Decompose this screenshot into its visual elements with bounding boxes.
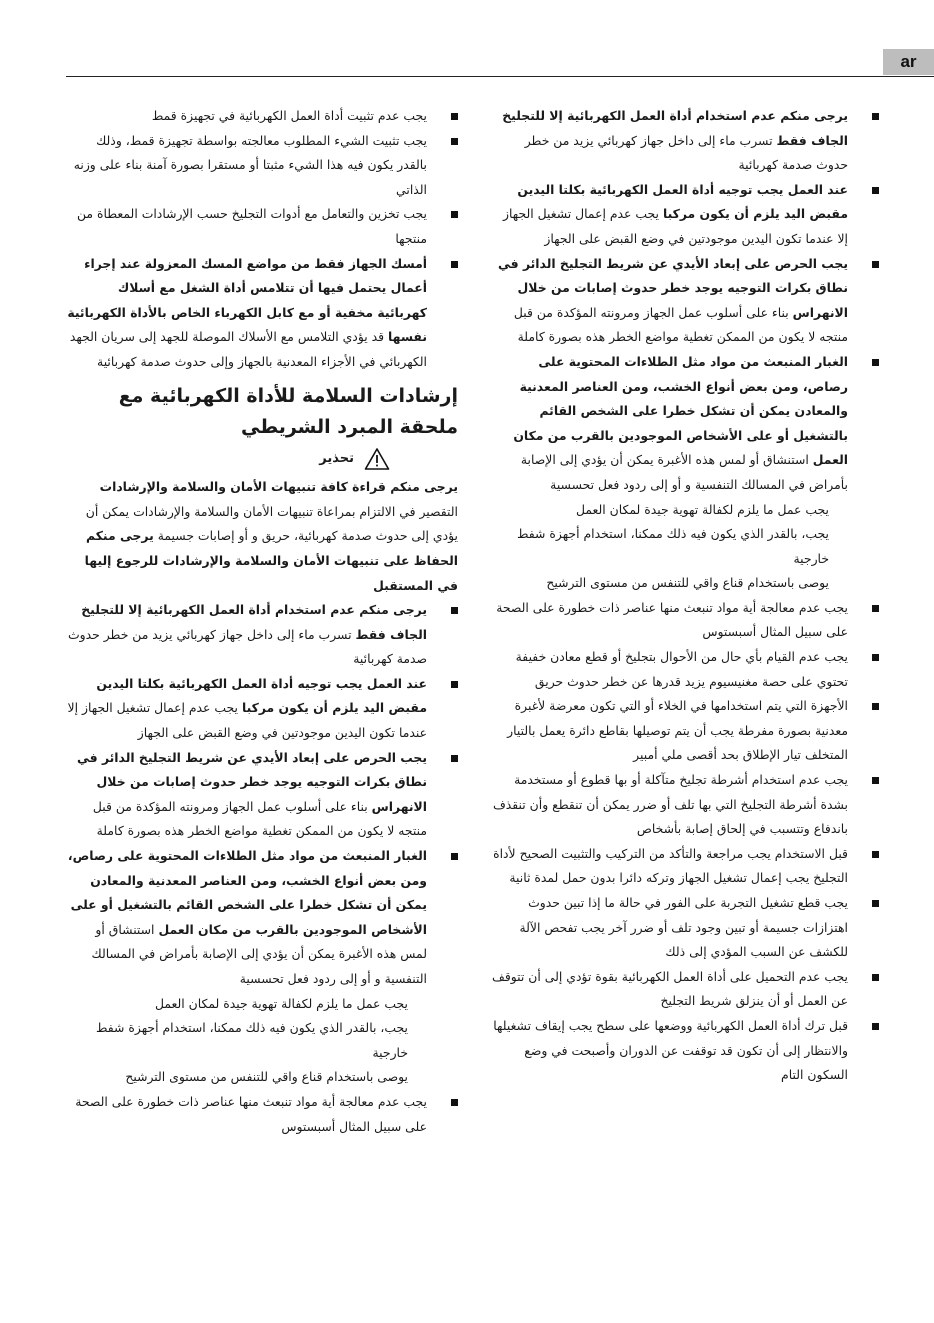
bullet-text: يجب عدم إعمال تشغيل الجهاز إلا عندما تكون اليدين موجودتين في وضع القبض على الجهاز — [67, 700, 427, 741]
bullet-bold-text: عند العمل يجب توجيه أداة العمل الكهربائية بكلتا اليدين مقبض اليد يلزم أن يكون مركبا — [517, 181, 848, 222]
bullet-text: يجب عدم معالجة أية مواد تنبعث منها عناصر ذات خطورة على الصحة على سبيل المثال أسبستوس — [75, 1093, 427, 1134]
right-column — [489, 104, 879, 1088]
sub-bullet-item — [66, 1065, 408, 1090]
bullet-text: تسرب ماء إلى داخل جهاز كهربائي يزيد من خطر حدوث صدمة كهربائية — [524, 132, 848, 173]
bullet-text: يجب عدم التحميل على أداة العمل الكهربائية بقوة تؤدي إلى أن تتوقف عن العمل أو أن ينزلق شريط التجليخ — [492, 968, 848, 1009]
bullet-text: يجب عمل ما يلزم لكفالة تهوية جيدة لمكان العمل — [154, 995, 408, 1011]
sub-bullet-item — [489, 522, 829, 571]
warning-block — [66, 447, 458, 472]
bullet-bold-text: عند العمل يجب توجيه أداة العمل الكهربائية بكلتا اليدين مقبض اليد يلزم أن يكون مركبا — [96, 675, 427, 716]
bullet-text: بناء على أسلوب عمل الجهاز ومرونته المؤكدة من قبل منتجه لا يكون من الممكن تغطية مواضع الخطر هذه بصورة كاملة — [513, 304, 848, 345]
bullet-text: استنشاق أو لمس هذه الأغبرة يمكن أن يؤدي إلى الإصابة بأمراض في المسالك التنفسية و أو إلى ردود فعل تحسسية — [520, 452, 848, 492]
bullet-item — [489, 891, 879, 965]
bullet-text: يوصى باستخدام قناع واقي للتنفس من مستوى الترشيح — [125, 1069, 408, 1085]
right-safety-list — [489, 104, 879, 1088]
sub-bullet-item — [66, 1016, 408, 1065]
bullet-text: قبل الاستخدام يجب مراجعة والتأكد من التركيب والتثبيت الصحيح لأداة التجليخ يجب إعمال تشغيل الجهاز وتركه دائرا بدون حمل لمدة ثانية — [493, 845, 848, 886]
bullet-bold-text: يرجى منكم عدم استخدام أداة العمل الكهربائية إلا للتجليخ الجاف فقط — [81, 602, 427, 642]
bullet-text: يجب عدم معالجة أية مواد تنبعث منها عناصر ذات خطورة على الصحة على سبيل المثال أسبستوس — [496, 599, 848, 640]
header-divider — [66, 76, 934, 77]
bullet-bold-text: يجب الحرص على إبعاد الأيدي عن شريط التجليخ الدائر في نطاق بكرات التوجيه يوجد خطر حدوث إصابات من خلال الانهراس — [76, 749, 427, 814]
bullet-bold-text: الغبار المنبعث من مواد مثل الطلاءات المحتوية على رصاص، ومن بعض أنواع الخشب، ومن العناصر المعدنية والمعادن يمكن أن تشكل خطرا على الشخص القائم بالتشغيل أو على الأشخاص الموجودين بالقرب من مكان العمل — [513, 353, 848, 468]
left-safety-list-top — [66, 104, 458, 375]
language-badge: ar — [883, 49, 934, 75]
bullet-item — [66, 672, 458, 746]
intro-bold-1: يرجى منكم قراءة كافة تنبيهات الأمان والسلامة والإرشادات — [99, 479, 458, 495]
bullet-item — [489, 768, 879, 842]
bullet-item — [66, 1090, 458, 1139]
intro-text: التقصير في الالتزام بمراعاة تنبيهات الأمان والسلامة والإرشادات يمكن أن يؤدي إلى حدوث صدمة كهربائية، حريق و أو إصابات جسيمة — [85, 503, 458, 544]
bullet-text: يجب، بالقدر الذي يكون فيه ذلك ممكنا، استخدام أجهزة شفط خارجية — [96, 1020, 408, 1060]
bullet-text: يجب، بالقدر الذي يكون فيه ذلك ممكنا، استخدام أجهزة شفط خارجية — [517, 526, 829, 566]
warning-label: تحذير — [319, 450, 354, 466]
bullet-item — [489, 350, 879, 498]
bullet-text: يجب عدم إعمال تشغيل الجهاز إلا عندما تكون اليدين موجودتين في وضع القبض على الجهاز — [502, 206, 848, 246]
bullet-item — [66, 202, 458, 251]
bullet-item — [489, 842, 879, 891]
bullet-item — [489, 104, 879, 178]
bullet-text: يجب قطع تشغيل التجربة على الفور في حالة ما إذا تبين حدوث اهتزازات جسيمة أو تبين وجود تلف أو ضرر آخر يجب تفحص الآلة للكشف عن السبب المؤدي إلى ذلك — [519, 895, 848, 960]
bullet-bold-text: يجب الحرص على إبعاد الأيدي عن شريط التجليخ الدائر في نطاق بكرات التوجيه يوجد خطر حدوث إصابات من خلال الانهراس — [497, 255, 848, 320]
bullet-item — [66, 252, 458, 375]
bullet-item — [489, 596, 879, 645]
bullet-bold-text: يرجى منكم عدم استخدام أداة العمل الكهربائية إلا للتجليخ الجاف فقط — [502, 108, 848, 148]
bullet-text: تسرب ماء إلى داخل جهاز كهربائي يزيد من خطر حدوث صدمة كهربائية — [67, 626, 427, 667]
bullet-item — [66, 598, 458, 672]
sub-bullet-item — [489, 498, 829, 523]
bullet-item — [489, 1014, 879, 1088]
left-column — [66, 104, 458, 1139]
warning-triangle-icon — [364, 447, 390, 471]
section-title: إرشادات السلامة للأداة الكهربائية مع ملحقة المبرد الشريطي — [118, 384, 458, 438]
bullet-text: استنشاق أو لمس هذه الأغبرة يمكن أن يؤدي إلى الإصابة بأمراض في المسالك التنفسية و أو إلى ردود فعل تحسسية — [91, 921, 427, 986]
bullet-text: يوصى باستخدام قناع واقي للتنفس من مستوى الترشيح — [546, 575, 829, 591]
bullet-text: يجب عدم تثبيت أداة العمل الكهربائية في تجهيزة قمط — [151, 108, 427, 123]
bullet-text: يجب عمل ما يلزم لكفالة تهوية جيدة لمكان العمل — [575, 501, 829, 517]
bullet-item — [66, 746, 458, 844]
bullet-item — [66, 129, 458, 203]
bullet-text: يجب تثبيت الشيء المطلوب معالجته بواسطة تجهيزة قمط، وذلك بالقدر يكون فيه هذا الشيء مثبتا أو مستقرا بصورة آمنة بناء على وزنه الذاتي — [73, 132, 427, 197]
bullet-text: يجب تخزين والتعامل مع أدوات التجليخ حسب الإرشادات المعطاة من منتجها — [76, 206, 427, 246]
bullet-item — [489, 645, 879, 694]
bullet-bold-text: أمسك الجهاز فقط من مواضع المسك المعزولة عند إجراء أعمال يحتمل فيها أن تتلامس أداة الشغل مع أسلاك كهربائية مخفية أو مع كابل الكهرباء الخاص بالأداة الكهربائية نفسها — [67, 255, 427, 345]
left-safety-list-bottom — [66, 598, 458, 1139]
bullet-item — [489, 252, 879, 350]
bullet-text: يجب عدم القيام بأي حال من الأحوال بتجليخ أو قطع معادن خفيفة تحتوي على حصة مغنيسيوم يزيد قدرها عن خطر حدوث حريق — [515, 649, 848, 689]
bullet-item — [489, 965, 879, 1014]
bullet-bold-text: الغبار المنبعث من مواد مثل الطلاءات المحتوية على رصاص، ومن بعض أنواع الخشب، ومن العناصر المعدنية والمعادن يمكن أن تشكل خطرا على الشخص القائم بالتشغيل أو على الأشخاص الموجودين بالقرب من مكان العمل — [67, 848, 427, 937]
intro-bold-2: يرجى منكم الحفاظ على تنبيهات الأمان والسلامة والإرشادات للرجوع إليها في المستقبل — [84, 528, 458, 593]
bullet-item — [66, 104, 458, 129]
bullet-item — [489, 694, 879, 768]
sub-bullet-item — [66, 992, 408, 1017]
sub-bullet-item — [489, 571, 829, 596]
bullet-text: قبل ترك أداة العمل الكهربائية ووضعها على سطح يجب إيقاف تشغيلها والانتظار إلى أن تكون قد توقفت عن الدوران وأصبحت في وضع السكون التام — [493, 1017, 848, 1083]
bullet-text: الأجهزة التي يتم استخدامها في الخلاء أو التي تكون معرضة لأغبرة معدنية بصورة مفرطة يجب أن يتم توصيلها بقاطع دائرة يعمل بالتيار المتخلف تيار الإطلاق بحد أقصى ملي أمبير — [507, 698, 848, 763]
intro-paragraph — [66, 475, 458, 598]
bullet-text: قد يؤدي التلامس مع الأسلاك الموصلة للجهد إلى سريان الجهد الكهربائي في الأجزاء المعدنية بالجهاز وإلى حدوث صدمة كهربائية — [69, 329, 427, 369]
bullet-text: يجب عدم استخدام أشرطة تجليخ متآكلة أو بها قطوع أو مستخدمة بشدة أشرطة التجليخ التي بها تلف أو ضرر يمكن أن تنقطع وأن تنقذف باندفاع وتتسبب في إلحاق إصابة بأشخاص — [492, 772, 848, 837]
bullet-item — [489, 178, 879, 252]
bullet-text: بناء على أسلوب عمل الجهاز ومرونته المؤكدة من قبل منتجه لا يكون من الممكن تغطية مواضع الخطر هذه بصورة كاملة — [92, 798, 427, 839]
bullet-item — [66, 844, 458, 992]
